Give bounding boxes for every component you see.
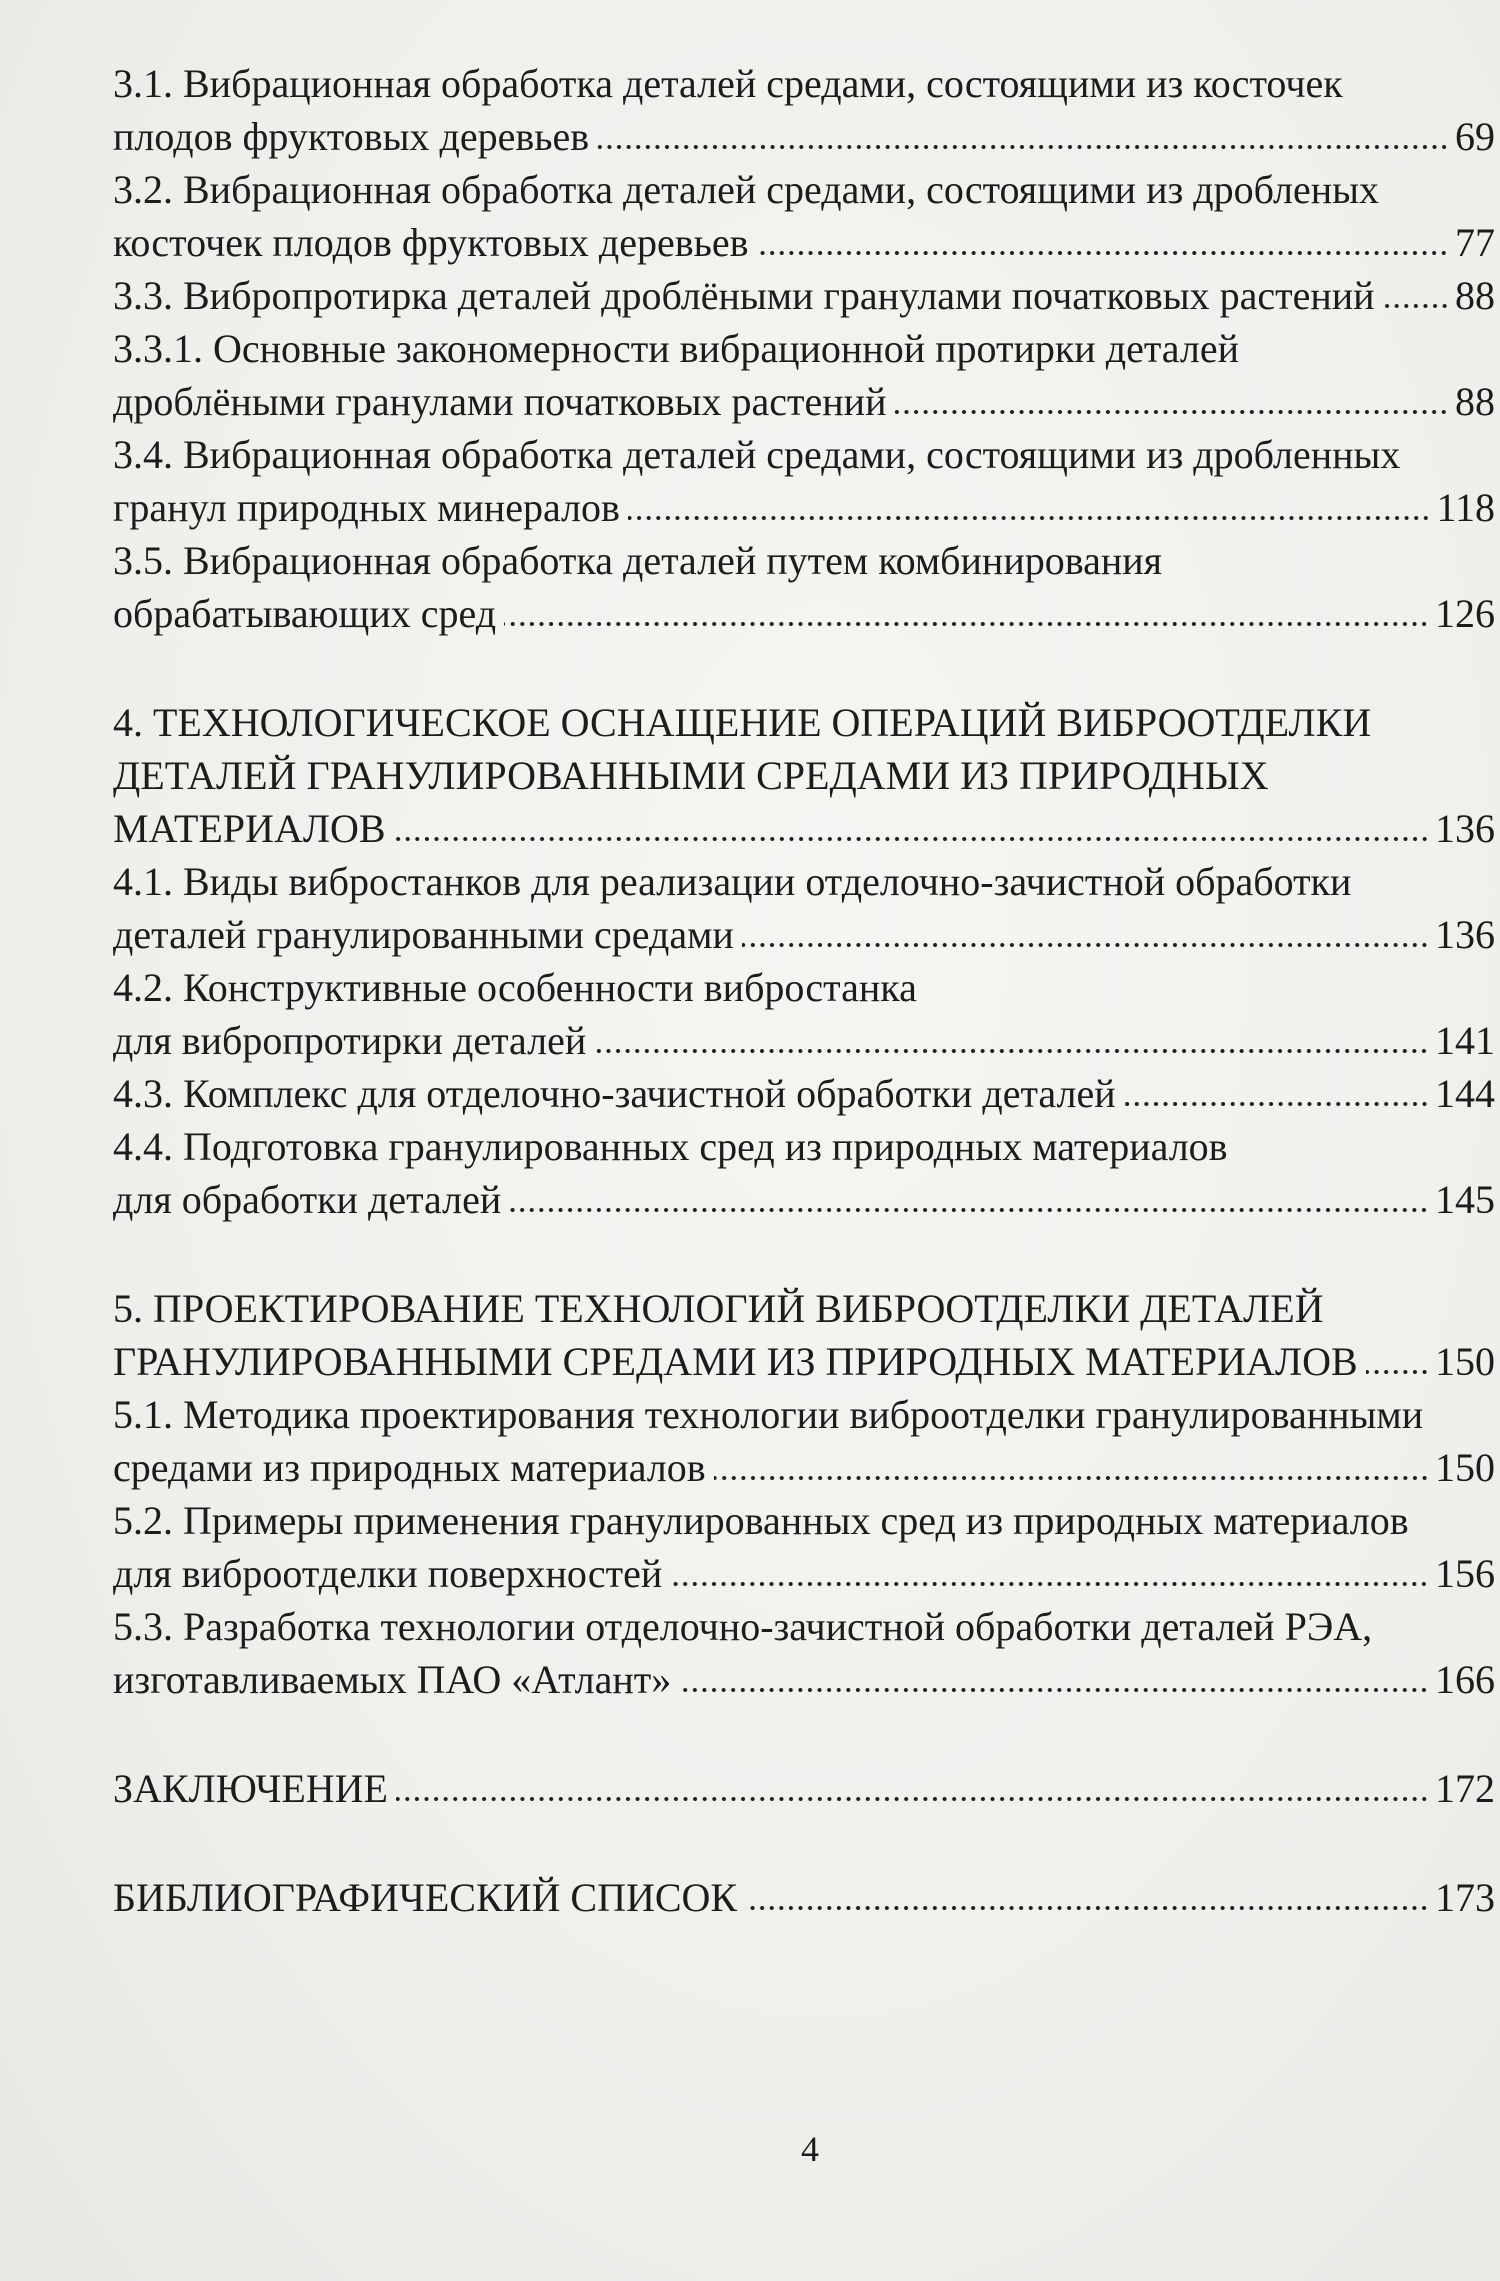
- toc-chapter-5: [113, 1282, 1495, 1388]
- toc-entry-title-text: обрабатывающих сред: [113, 591, 497, 636]
- toc-page-number: 77: [1455, 220, 1495, 265]
- toc-entry-3-5: [113, 534, 1495, 640]
- dot-leader: [1383, 303, 1449, 309]
- toc-entry-title-line: 3.2. Вибрационная обработка деталей средами, состоящими из дробленых: [113, 167, 1379, 212]
- toc-entry-last-line: [113, 1173, 1495, 1226]
- dot-leader: [504, 621, 1429, 627]
- toc-entry-last-line: [113, 1067, 1495, 1120]
- toc-page-number: 69: [1455, 114, 1495, 159]
- toc-entry-3-3-1: [113, 322, 1495, 428]
- toc-entry-last-line: [113, 1547, 1495, 1600]
- toc-entry-3-3: [113, 269, 1495, 322]
- dot-leader: [745, 1905, 1429, 1911]
- toc-chapter-title-text: ЗАКЛЮЧЕНИЕ: [113, 1766, 388, 1811]
- toc-page-number: 173: [1435, 1875, 1495, 1920]
- toc-chapter-last-line: [113, 1871, 1495, 1924]
- toc-chapter-last-line: [113, 802, 1495, 855]
- toc-entry-title-line: 4.1. Виды вибростанков для реализации отделочно-зачистной обработки: [113, 859, 1352, 904]
- toc-entry-4-3: [113, 1067, 1495, 1120]
- toc-page-number: 172: [1435, 1766, 1495, 1811]
- toc-entry-last-line: [113, 269, 1495, 322]
- toc-entry-title-line: 4.2. Конструктивные особенности вибростанка: [113, 965, 917, 1010]
- page-number: 4: [801, 2129, 819, 2169]
- toc-entry-title-text: дроблёными гранулами початковых растений: [113, 379, 887, 424]
- toc-chapter-title-line: 5. ПРОЕКТИРОВАНИЕ ТЕХНОЛОГИЙ ВИБРООТДЕЛКИ ДЕТАЛЕЙ: [113, 1286, 1324, 1331]
- toc-entry-title-text: 3.3. Вибропротирка деталей дроблёными гранулами початковых растений: [113, 273, 1375, 318]
- toc-entry-conclusion: [113, 1762, 1495, 1815]
- dot-leader: [594, 1048, 1429, 1054]
- toc-page-number: 150: [1435, 1339, 1495, 1384]
- toc-entry-title-line: 5.1. Методика проектирования технологии виброотделки гранулированными: [113, 1392, 1424, 1437]
- toc-entry-title-line: 4.4. Подготовка гранулированных сред из природных материалов: [113, 1124, 1228, 1169]
- toc-entry-title-text: деталей гранулированными средами: [113, 912, 734, 957]
- toc-entry-4-2: [113, 961, 1495, 1067]
- toc-entry-title-line: 5.3. Разработка технологии отделочно-зачистной обработки деталей РЭА,: [113, 1604, 1373, 1649]
- dot-leader: [509, 1207, 1429, 1213]
- toc-entry-title-text: изготавливаемых ПАО «Атлант»: [113, 1657, 672, 1702]
- dot-leader: [756, 250, 1449, 256]
- toc-entry-title-line: 3.1. Вибрационная обработка деталей средами, состоящими из косточек: [113, 61, 1343, 106]
- toc-page-number: 136: [1435, 912, 1495, 957]
- toc-entry-last-line: [113, 1014, 1495, 1067]
- dot-leader: [597, 144, 1449, 150]
- toc-chapter-title-line: ДЕТАЛЕЙ ГРАНУЛИРОВАННЫМИ СРЕДАМИ ИЗ ПРИРОДНЫХ: [113, 753, 1269, 798]
- dot-leader: [670, 1581, 1429, 1587]
- toc-entry-last-line: [113, 1653, 1495, 1706]
- toc-entry-5-1: [113, 1388, 1495, 1494]
- dot-leader: [1366, 1369, 1429, 1375]
- toc-chapter-title-text: БИБЛИОГРАФИЧЕСКИЙ СПИСОК: [113, 1875, 738, 1920]
- toc-entry-title-text: для вибропротирки деталей: [113, 1018, 587, 1063]
- toc-page-number: 126: [1435, 591, 1495, 636]
- toc-page-number: 118: [1436, 485, 1495, 530]
- toc-entry-4-1: [113, 855, 1495, 961]
- dot-leader: [1124, 1101, 1429, 1107]
- toc-entry-title-text: косточек плодов фруктовых деревьев: [113, 220, 749, 265]
- toc-entry-title-text: средами из природных материалов: [113, 1445, 706, 1490]
- toc-chapter-4: [113, 696, 1495, 855]
- toc-page-number: 136: [1435, 806, 1495, 851]
- toc-page-number: 145: [1435, 1177, 1495, 1222]
- toc-page-number: 166: [1435, 1657, 1495, 1702]
- dot-leader: [714, 1475, 1429, 1481]
- toc-entry-4-4: [113, 1120, 1495, 1226]
- toc-entry-3-4: [113, 428, 1495, 534]
- toc-entry-title-line: 3.5. Вибрационная обработка деталей путем комбинирования: [113, 538, 1163, 583]
- dot-leader: [679, 1687, 1429, 1693]
- toc-entry-last-line: [113, 110, 1495, 163]
- toc-entry-title-line: 3.4. Вибрационная обработка деталей средами, состоящими из дробленных: [113, 432, 1401, 477]
- dot-leader: [394, 836, 1429, 842]
- toc-chapter-last-line: [113, 1335, 1495, 1388]
- toc-entry-title-text: для обработки деталей: [113, 1177, 502, 1222]
- toc-entry-last-line: [113, 375, 1495, 428]
- toc-entry-title-text: плодов фруктовых деревьев: [113, 114, 590, 159]
- toc-entry-5-3: [113, 1600, 1495, 1706]
- toc-page-number: 144: [1435, 1071, 1495, 1116]
- toc-page-number: 141: [1435, 1018, 1495, 1063]
- toc-page-number: 88: [1455, 379, 1495, 424]
- dot-leader: [396, 1796, 1429, 1802]
- toc-entry-last-line: [113, 908, 1495, 961]
- toc-entry-3-2: [113, 163, 1495, 269]
- toc-entry-title-line: 5.2. Примеры применения гранулированных сред из природных материалов: [113, 1498, 1409, 1543]
- toc-entry-title-text: для виброотделки поверхностей: [113, 1551, 663, 1596]
- toc-entry-bibliography: [113, 1871, 1495, 1924]
- toc-chapter-last-line: [113, 1762, 1495, 1815]
- dot-leader: [894, 409, 1449, 415]
- toc-entry-last-line: [113, 481, 1495, 534]
- toc-page-number: 156: [1435, 1551, 1495, 1596]
- toc-entry-last-line: [113, 1441, 1495, 1494]
- toc-chapter-title-line: 4. ТЕХНОЛОГИЧЕСКОЕ ОСНАЩЕНИЕ ОПЕРАЦИЙ ВИБРООТДЕЛКИ: [113, 700, 1372, 745]
- toc-entry-title-text: 4.3. Комплекс для отделочно-зачистной обработки деталей: [113, 1071, 1116, 1116]
- toc-entry-title-text: гранул природных минералов: [113, 485, 620, 530]
- dot-leader: [742, 942, 1429, 948]
- dot-leader: [628, 515, 1431, 521]
- toc-entry-3-1: [113, 57, 1495, 163]
- toc-entry-5-2: [113, 1494, 1495, 1600]
- toc-page-number: 150: [1435, 1445, 1495, 1490]
- toc-chapter-title-text: ГРАНУЛИРОВАННЫМИ СРЕДАМИ ИЗ ПРИРОДНЫХ МАТЕРИАЛОВ: [113, 1339, 1358, 1384]
- table-of-contents: [113, 57, 1495, 1924]
- toc-page-number: 88: [1455, 273, 1495, 318]
- toc-entry-last-line: [113, 587, 1495, 640]
- toc-entry-title-line: 3.3.1. Основные закономерности вибрационной протирки деталей: [113, 326, 1240, 371]
- toc-entry-last-line: [113, 216, 1495, 269]
- toc-chapter-title-text: МАТЕРИАЛОВ: [113, 806, 386, 851]
